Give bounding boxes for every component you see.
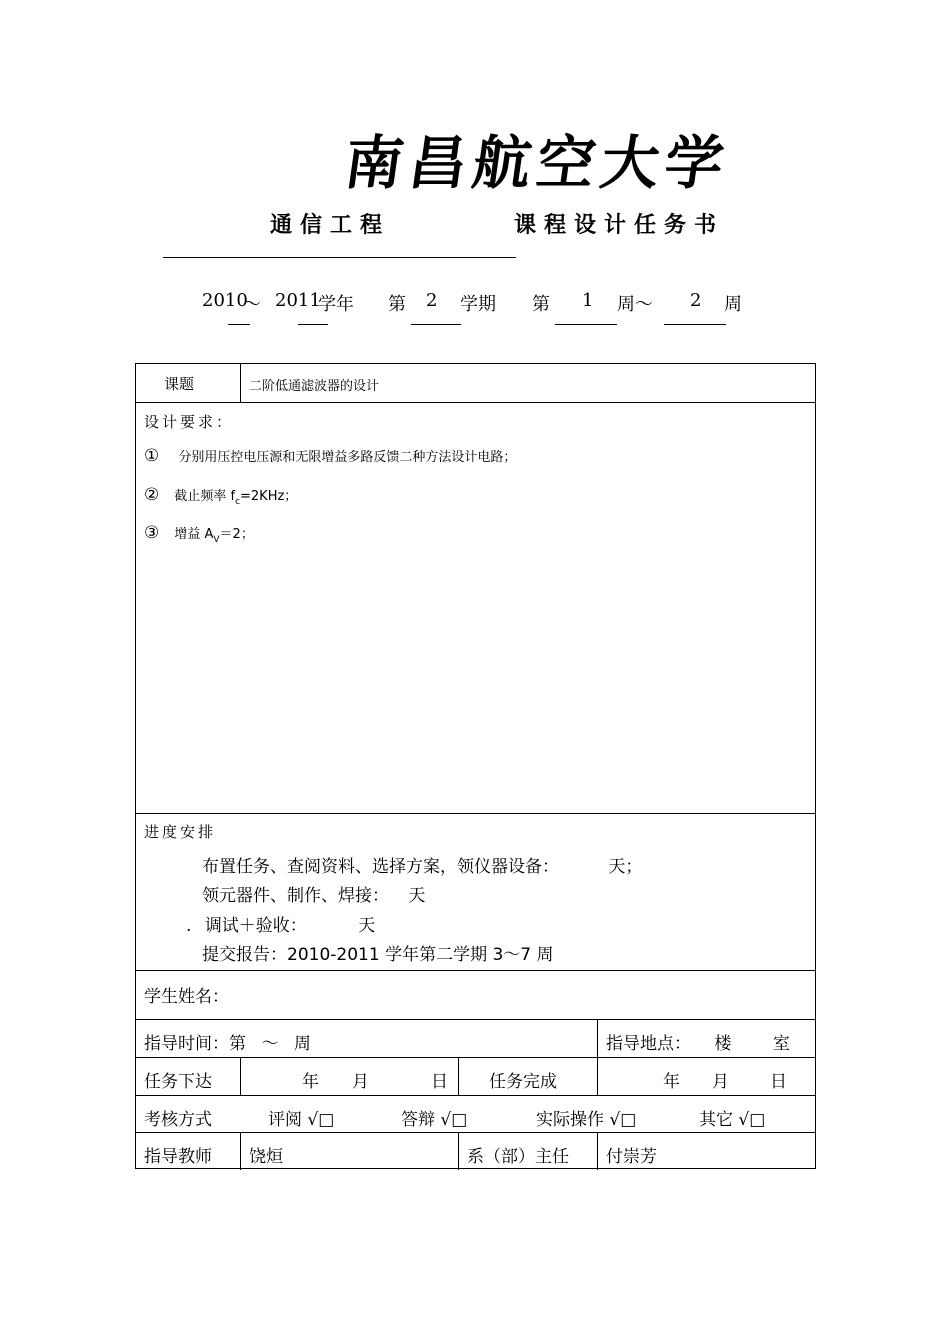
requirement-text: 分别用压控电压源和无限增益多路反馈二种方法设计电路；: [178, 450, 517, 465]
assess-option-review: 评阅 √□: [268, 1110, 335, 1130]
task-done-day: 日: [770, 1072, 787, 1092]
underline: [228, 324, 250, 325]
cell-divider: [597, 1132, 598, 1170]
row-divider: [136, 1019, 815, 1020]
row-divider: [136, 813, 815, 814]
cell-divider: [597, 1057, 598, 1095]
week-from: 1: [582, 290, 594, 311]
task-table: [135, 363, 816, 1169]
underline: [555, 324, 617, 325]
student-name-label: 学生姓名：: [144, 987, 229, 1007]
semester-label: 学期: [460, 294, 496, 315]
task-issue-day: 日: [431, 1072, 448, 1092]
cell-divider: [240, 1132, 241, 1170]
term-line: [0, 290, 950, 330]
requirement-subscript: c: [235, 497, 241, 507]
requirement-item: [144, 446, 516, 466]
week-prefix: 第: [532, 294, 550, 315]
requirements-label: 设计要求：: [144, 413, 235, 431]
cell-divider: [240, 1057, 241, 1095]
teacher-name: 饶烜: [249, 1147, 283, 1167]
requirement-text: 截止频率 f: [174, 489, 236, 504]
schedule-item: [202, 852, 642, 877]
guide-time: [144, 1029, 311, 1054]
guide-place-label: 指导地点：: [606, 1034, 691, 1054]
year-separator: ～: [243, 294, 261, 315]
requirement-text-after: =2KHz；: [240, 489, 298, 504]
task-done-label: 任务完成: [489, 1072, 557, 1092]
requirement-subscript: V: [213, 535, 220, 545]
underline: [411, 324, 461, 325]
topic-label: 课题: [164, 375, 195, 393]
schedule-text: 领元器件、制作、焊接：: [202, 886, 389, 906]
assess-option-other: 其它 √□: [699, 1110, 766, 1130]
schedule-item: [186, 911, 375, 936]
guide-place-room: 室: [772, 1034, 790, 1054]
schedule-suffix: 天: [358, 916, 376, 936]
guide-time-sep: ～: [261, 1034, 279, 1054]
row-divider: [136, 1132, 815, 1133]
schedule-text: 提交报告：2010-2011 学年第二学期 3～7 周: [202, 945, 554, 965]
requirement-marker: ①: [144, 446, 160, 466]
guide-time-label: 指导时间：第: [144, 1034, 246, 1054]
cell-divider: [597, 1019, 598, 1057]
row-divider: [136, 402, 815, 403]
cell-divider: [240, 364, 241, 402]
subtitle-underline: [163, 257, 516, 258]
guide-place: [606, 1029, 790, 1054]
dept-label: 系（部）主任: [467, 1147, 569, 1167]
teacher-label: 指导教师: [144, 1147, 212, 1167]
task-done-year: 年: [663, 1072, 680, 1092]
university-name: 南昌航空大学: [340, 129, 734, 197]
requirement-item: [144, 485, 297, 507]
requirement-marker: ②: [144, 485, 160, 505]
row-divider: [136, 970, 815, 971]
requirement-item: [144, 523, 254, 545]
semester-prefix: 第: [388, 294, 406, 315]
schedule-text: 调试＋验收：: [204, 916, 307, 936]
assess-label: 考核方式: [144, 1110, 212, 1130]
requirement-marker: ③: [144, 523, 160, 543]
schedule-suffix: 天: [408, 886, 426, 906]
subtitle-document: 课程设计任务书: [514, 213, 725, 238]
schedule-label: 进度安排: [144, 823, 217, 841]
task-issue-month: 月: [352, 1072, 369, 1092]
subtitle-major: 通信工程: [270, 213, 391, 238]
cell-divider: [458, 1132, 459, 1170]
week-end-label: 周: [724, 294, 742, 315]
task-done-month: 月: [712, 1072, 729, 1092]
requirement-text: 增益 A: [174, 527, 214, 542]
underline: [298, 324, 328, 325]
task-issue-label: 任务下达: [144, 1072, 212, 1092]
year-end: 2011: [275, 290, 321, 311]
year-start: 2010: [202, 290, 248, 311]
schedule-suffix: 天；: [608, 857, 643, 877]
semester-number: 2: [426, 290, 438, 311]
schedule-item: [202, 940, 554, 965]
underline: [664, 324, 726, 325]
requirement-text-after: ＝2；: [219, 527, 254, 542]
schedule-item: [202, 881, 425, 906]
schedule-text: 布置任务、查阅资料、选择方案，领仪器设备：: [202, 857, 559, 877]
row-divider: [136, 1095, 815, 1096]
topic-value: 二阶低通滤波器的设计: [249, 379, 380, 394]
guide-place-building: 楼: [714, 1034, 732, 1054]
assess-option-defense: 答辩 √□: [401, 1110, 468, 1130]
year-label: 学年: [318, 294, 354, 315]
week-to: 2: [690, 290, 702, 311]
week-label: 周～: [617, 294, 653, 315]
cell-divider: [458, 1057, 459, 1095]
guide-time-end: 周: [293, 1034, 311, 1054]
assess-option-practice: 实际操作 √□: [536, 1110, 637, 1130]
task-issue-year: 年: [302, 1072, 319, 1092]
dept-name: 付崇芳: [606, 1147, 657, 1167]
row-divider: [136, 1057, 815, 1058]
schedule-prefix: .: [186, 916, 192, 936]
